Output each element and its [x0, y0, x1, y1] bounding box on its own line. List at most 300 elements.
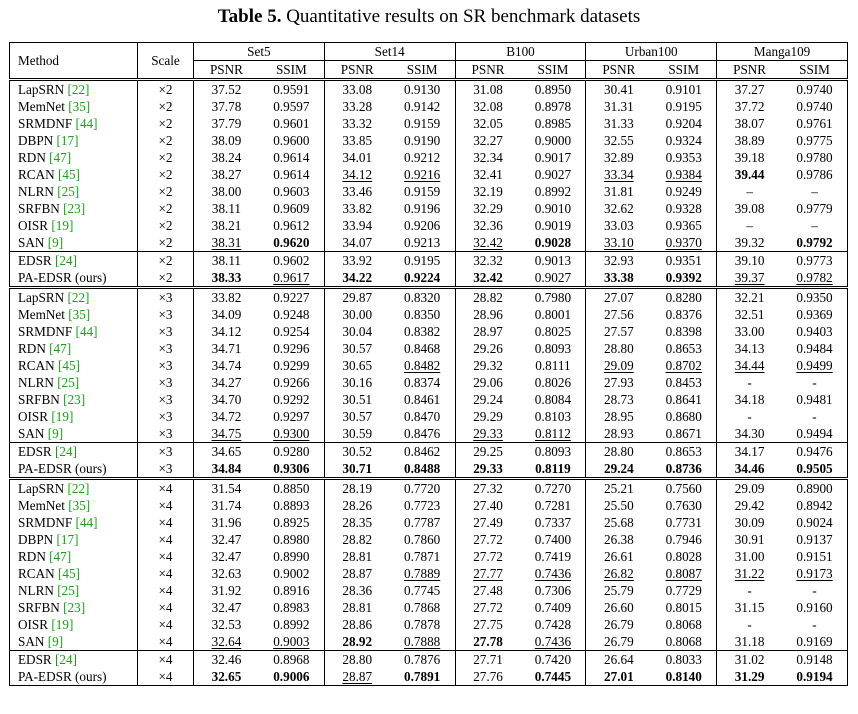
citation-link[interactable]: [45]	[57, 566, 80, 581]
metric-value: 0.7729	[665, 583, 702, 598]
scale-cell: ×3	[138, 306, 194, 323]
metric-value: 34.09	[211, 307, 242, 322]
psnr-cell	[717, 443, 782, 461]
metric-value: 0.8374	[404, 375, 441, 390]
table-row	[10, 234, 848, 252]
citation-link[interactable]: [24]	[55, 652, 78, 667]
metric-value: 31.33	[604, 116, 634, 131]
psnr-cell	[455, 582, 520, 599]
metric-value: 27.72	[473, 600, 503, 615]
citation-link[interactable]: [47]	[49, 341, 72, 356]
metric-value: 0.7436	[534, 634, 572, 649]
citation-number: 25	[61, 184, 75, 199]
ssim-cell	[259, 443, 324, 461]
scale-cell: ×4	[138, 514, 194, 531]
psnr-cell	[194, 460, 259, 479]
metric-value: -	[747, 409, 752, 424]
metric-value: 32.47	[211, 600, 242, 615]
method-cell	[10, 582, 138, 599]
psnr-cell	[586, 357, 651, 374]
metric-value: 0.9494	[796, 426, 833, 441]
metric-value: 0.8093	[534, 341, 572, 356]
psnr-cell	[717, 217, 782, 234]
psnr-cell	[324, 514, 389, 531]
ssim-cell	[259, 374, 324, 391]
citation-number: 25	[61, 375, 75, 390]
metric-value: 0.7270	[534, 481, 572, 496]
metric-value: 0.9773	[796, 253, 833, 268]
ssim-cell	[520, 616, 585, 633]
citation-number: 22	[71, 481, 86, 496]
metric-value: 0.7868	[404, 600, 441, 615]
psnr-cell	[194, 651, 259, 669]
metric-value: 0.7723	[404, 498, 441, 513]
metric-value: 0.9003	[273, 634, 310, 649]
citation-link[interactable]: [25]	[57, 184, 80, 199]
scale-cell: ×3	[138, 288, 194, 307]
psnr-cell	[717, 149, 782, 166]
metric-value: 29.26	[473, 341, 503, 356]
metric-value: 0.9505	[796, 461, 833, 476]
citation-link[interactable]: [35]	[68, 307, 91, 322]
method-name: DBPN	[18, 133, 54, 148]
metric-value: 30.57	[342, 341, 373, 356]
psnr-cell	[194, 514, 259, 531]
ssim-cell	[259, 98, 324, 115]
citation-link[interactable]: [44]	[75, 515, 98, 530]
method-name: DBPN	[18, 532, 54, 547]
method-cell	[10, 132, 138, 149]
citation-link[interactable]: [23]	[63, 600, 86, 615]
metric-value: 0.8140	[665, 669, 702, 684]
metric-value: 33.28	[342, 99, 373, 114]
ssim-cell	[520, 166, 585, 183]
metric-value: 28.35	[342, 515, 373, 530]
metric-value: 32.65	[211, 669, 242, 684]
table-header	[10, 43, 848, 80]
ssim-cell	[520, 514, 585, 531]
citation-number: 35	[72, 307, 86, 322]
psnr-cell	[586, 288, 651, 307]
psnr-cell	[586, 132, 651, 149]
metric-value: 0.9019	[534, 218, 572, 233]
ssim-cell	[651, 616, 716, 633]
citation-number: 9	[52, 426, 59, 441]
metric-value: 0.8488	[404, 461, 441, 476]
citation-link[interactable]: [23]	[63, 392, 86, 407]
method-cell	[10, 288, 138, 307]
metric-value: 31.22	[734, 566, 765, 581]
scale-cell: ×4	[138, 599, 194, 616]
citation-link[interactable]: [23]	[63, 201, 86, 216]
metric-value: 0.9609	[273, 201, 310, 216]
metric-value: 33.08	[342, 82, 373, 97]
metric-value: 33.10	[604, 235, 634, 250]
psnr-cell	[194, 200, 259, 217]
ssim-cell	[259, 651, 324, 669]
metric-value: 32.42	[473, 235, 503, 250]
ssim-cell	[259, 200, 324, 217]
metric-value: 0.9169	[796, 634, 833, 649]
metric-value: 29.42	[734, 498, 765, 513]
ssim-cell	[259, 548, 324, 565]
ssim-cell	[651, 548, 716, 565]
metric-value: 28.82	[342, 532, 373, 547]
metric-value: 0.9614	[273, 150, 310, 165]
citation-link[interactable]: [47]	[49, 549, 72, 564]
metric-value: 25.68	[604, 515, 634, 530]
psnr-cell	[324, 460, 389, 479]
ssim-cell	[782, 443, 847, 461]
psnr-cell	[586, 306, 651, 323]
ssim-cell	[259, 132, 324, 149]
metric-value: 0.9601	[273, 116, 310, 131]
citation-link[interactable]: [47]	[49, 150, 72, 165]
ssim-cell	[259, 323, 324, 340]
citation-link[interactable]: [19]	[51, 218, 74, 233]
metric-value: 32.51	[734, 307, 765, 322]
psnr-cell	[586, 425, 651, 443]
psnr-cell	[586, 391, 651, 408]
caption-label: Table 5.	[217, 6, 282, 27]
dataset-header: Urban100	[586, 43, 717, 61]
metric-value: 0.9324	[665, 133, 702, 148]
metric-value: 32.27	[473, 133, 503, 148]
citation-number: 19	[55, 617, 69, 632]
metric-value: 28.96	[473, 307, 503, 322]
citation-link[interactable]: [9]	[47, 426, 64, 441]
scale-cell: ×2	[138, 166, 194, 183]
psnr-cell	[455, 166, 520, 183]
scale-cell: ×4	[138, 668, 194, 686]
psnr-cell	[455, 98, 520, 115]
method-cell	[10, 340, 138, 357]
metric-value: 33.34	[604, 167, 634, 182]
scale-cell: ×2	[138, 132, 194, 149]
metric-value: 0.9194	[796, 669, 833, 684]
citation-link[interactable]: [25]	[57, 375, 80, 390]
metric-value: 0.8001	[534, 307, 572, 322]
metric-value: 0.7889	[404, 566, 441, 581]
psnr-cell	[324, 234, 389, 252]
metric-value: 0.9306	[273, 461, 310, 476]
psnr-cell	[455, 306, 520, 323]
metric-value: 0.7876	[404, 652, 441, 667]
psnr-cell	[586, 269, 651, 288]
metric-value: 34.74	[211, 358, 242, 373]
metric-value: 28.26	[342, 498, 373, 513]
method-cell	[10, 115, 138, 132]
psnr-cell	[194, 633, 259, 651]
metric-value: 0.9216	[404, 167, 441, 182]
metric-value: 28.81	[342, 600, 373, 615]
metric-value: 30.91	[734, 532, 765, 547]
metric-value: 31.29	[734, 669, 765, 684]
psnr-cell	[455, 234, 520, 252]
metric-value: 33.85	[342, 133, 373, 148]
metric-value: 0.9101	[665, 82, 702, 97]
method-name: SRMDNF	[18, 324, 73, 339]
citation-link[interactable]: [9]	[47, 634, 64, 649]
metric-value: 0.9195	[665, 99, 702, 114]
psnr-cell	[586, 548, 651, 565]
citation-number: 35	[72, 99, 86, 114]
psnr-cell	[586, 217, 651, 234]
metric-header: PSNR	[194, 61, 259, 80]
citation-link[interactable]: [17]	[56, 532, 79, 547]
metric-value: 0.9017	[534, 150, 572, 165]
ssim-cell	[782, 132, 847, 149]
psnr-cell	[455, 149, 520, 166]
metric-value: 29.33	[473, 426, 503, 441]
metric-value: 0.8992	[534, 184, 572, 199]
scale-cell: ×2	[138, 183, 194, 200]
citation-number: 47	[53, 549, 67, 564]
citation-link[interactable]: [22]	[67, 290, 90, 305]
psnr-cell	[455, 374, 520, 391]
metric-header: PSNR	[455, 61, 520, 80]
metric-value: 0.7436	[534, 566, 572, 581]
psnr-cell	[324, 391, 389, 408]
method-name: LapSRN	[18, 82, 65, 97]
ssim-cell	[520, 323, 585, 340]
psnr-cell	[455, 183, 520, 200]
psnr-cell	[324, 408, 389, 425]
metric-value: 38.31	[211, 235, 242, 250]
ssim-cell	[651, 565, 716, 582]
ssim-cell	[390, 443, 455, 461]
method-name: SAN	[18, 634, 45, 649]
citation-link[interactable]: [44]	[75, 116, 98, 131]
table-row	[10, 443, 848, 461]
metric-value: 31.18	[734, 634, 765, 649]
dataset-header: Set14	[324, 43, 455, 61]
ssim-cell	[520, 651, 585, 669]
metric-value: 38.07	[734, 116, 765, 131]
ssim-cell	[782, 391, 847, 408]
metric-value: 0.9300	[273, 426, 310, 441]
metric-value: 0.8453	[665, 375, 702, 390]
citation-link[interactable]: [45]	[57, 358, 80, 373]
citation-link[interactable]: [24]	[55, 253, 78, 268]
ssim-cell	[651, 633, 716, 651]
scale-cell: ×3	[138, 357, 194, 374]
metric-value: 32.41	[473, 167, 503, 182]
citation-link[interactable]: [44]	[75, 324, 98, 339]
table-row	[10, 200, 848, 217]
metric-value: 0.7409	[534, 600, 572, 615]
method-cell	[10, 599, 138, 616]
citation-link[interactable]: [35]	[68, 99, 91, 114]
citation-link[interactable]: [25]	[57, 583, 80, 598]
psnr-cell	[194, 323, 259, 340]
ssim-cell	[651, 252, 716, 270]
ssim-cell	[520, 357, 585, 374]
ssim-cell	[782, 514, 847, 531]
psnr-cell	[586, 166, 651, 183]
citation-link[interactable]: [19]	[51, 409, 74, 424]
ssim-cell	[520, 599, 585, 616]
scale-cell: ×3	[138, 425, 194, 443]
metric-value: -	[812, 617, 817, 632]
metric-value: 37.79	[211, 116, 242, 131]
psnr-cell	[586, 497, 651, 514]
metric-value: 27.32	[473, 481, 503, 496]
metric-value: 34.75	[211, 426, 242, 441]
metric-value: -	[812, 409, 817, 424]
psnr-cell	[717, 98, 782, 115]
method-cell	[10, 149, 138, 166]
metric-value: –	[811, 218, 818, 233]
psnr-cell	[455, 548, 520, 565]
method-name: LapSRN	[18, 290, 65, 305]
psnr-cell	[324, 80, 389, 99]
metric-value: 38.21	[211, 218, 242, 233]
table-row	[10, 425, 848, 443]
metric-value: 32.34	[473, 150, 503, 165]
psnr-cell	[586, 616, 651, 633]
psnr-cell	[717, 357, 782, 374]
metric-value: 0.8033	[665, 652, 702, 667]
metric-value: 38.00	[211, 184, 242, 199]
metric-value: 0.9403	[796, 324, 833, 339]
psnr-cell	[586, 408, 651, 425]
metric-value: 30.00	[342, 307, 373, 322]
ssim-cell	[782, 633, 847, 651]
ssim-cell	[259, 408, 324, 425]
metric-value: 0.8382	[404, 324, 441, 339]
psnr-cell	[455, 323, 520, 340]
table-row	[10, 374, 848, 391]
metric-value: 0.8068	[665, 617, 702, 632]
metric-value: 0.8893	[273, 498, 310, 513]
citation-link[interactable]: [35]	[68, 498, 91, 513]
ssim-cell	[651, 269, 716, 288]
ssim-cell	[259, 460, 324, 479]
method-name: MemNet	[18, 307, 65, 322]
metric-value: 31.92	[211, 583, 242, 598]
psnr-cell	[455, 408, 520, 425]
metric-value: 0.8653	[665, 341, 702, 356]
psnr-cell	[194, 132, 259, 149]
metric-value: 33.00	[734, 324, 765, 339]
psnr-cell	[194, 408, 259, 425]
psnr-cell	[717, 531, 782, 548]
method-cell	[10, 183, 138, 200]
psnr-cell	[324, 306, 389, 323]
metric-value: 0.7731	[665, 515, 702, 530]
metric-value: 27.71	[473, 652, 503, 667]
scale-cell: ×4	[138, 548, 194, 565]
metric-value: 0.9027	[534, 167, 572, 182]
metric-value: 27.72	[473, 532, 503, 547]
ssim-cell	[520, 408, 585, 425]
method-cell	[10, 98, 138, 115]
citation-number: 44	[79, 116, 94, 131]
ssim-cell	[390, 425, 455, 443]
metric-value: 34.01	[342, 150, 373, 165]
ssim-cell	[520, 391, 585, 408]
scale-cell: ×3	[138, 340, 194, 357]
ssim-cell	[520, 149, 585, 166]
metric-value: 28.36	[342, 583, 373, 598]
citation-link[interactable]: [9]	[47, 235, 64, 250]
psnr-cell	[455, 668, 520, 686]
metric-value: 31.81	[604, 184, 634, 199]
metric-value: 0.9353	[665, 150, 702, 165]
citation-link[interactable]: [17]	[56, 133, 79, 148]
ssim-cell	[782, 323, 847, 340]
ssim-cell	[782, 582, 847, 599]
psnr-cell	[194, 269, 259, 288]
psnr-cell	[586, 340, 651, 357]
psnr-cell	[455, 616, 520, 633]
metric-value: 26.82	[604, 566, 634, 581]
citation-link[interactable]: [19]	[51, 617, 74, 632]
metric-value: 0.9190	[404, 133, 441, 148]
citation-number: 23	[67, 600, 81, 615]
psnr-cell	[455, 269, 520, 288]
psnr-cell	[717, 234, 782, 252]
ssim-cell	[259, 115, 324, 132]
results-table	[9, 42, 848, 686]
method-name: NLRN	[18, 583, 54, 598]
ssim-cell	[782, 565, 847, 582]
ssim-cell	[390, 460, 455, 479]
ssim-cell	[520, 633, 585, 651]
psnr-cell	[455, 132, 520, 149]
metric-value: 0.9027	[534, 270, 572, 285]
ssim-cell	[259, 288, 324, 307]
psnr-cell	[586, 565, 651, 582]
citation-link[interactable]: [24]	[55, 444, 78, 459]
metric-value: 0.9591	[273, 82, 310, 97]
psnr-cell	[324, 217, 389, 234]
ssim-cell	[390, 217, 455, 234]
ssim-cell	[651, 234, 716, 252]
ssim-cell	[259, 531, 324, 548]
metric-value: 0.7787	[404, 515, 441, 530]
scale-cell: ×2	[138, 80, 194, 99]
metric-value: 30.71	[342, 461, 373, 476]
ssim-cell	[651, 115, 716, 132]
scale-cell: ×3	[138, 391, 194, 408]
method-name: MemNet	[18, 498, 65, 513]
psnr-cell	[194, 531, 259, 548]
ssim-cell	[390, 548, 455, 565]
table-row	[10, 340, 848, 357]
method-name: LapSRN	[18, 481, 65, 496]
metric-value: 0.9254	[273, 324, 310, 339]
psnr-cell	[194, 357, 259, 374]
ssim-cell	[782, 98, 847, 115]
psnr-cell	[194, 599, 259, 616]
table-row	[10, 599, 848, 616]
metric-value: 0.7428	[534, 617, 572, 632]
citation-link[interactable]: [22]	[67, 82, 90, 97]
psnr-cell	[455, 514, 520, 531]
citation-link[interactable]: [45]	[57, 167, 80, 182]
method-name: RDN	[18, 341, 46, 356]
citation-link[interactable]: [22]	[67, 481, 90, 496]
metric-value: 0.7980	[534, 290, 572, 305]
metric-value: 0.9351	[665, 253, 702, 268]
ssim-cell	[651, 391, 716, 408]
metric-value: 0.9173	[796, 566, 833, 581]
psnr-cell	[586, 115, 651, 132]
ssim-cell	[390, 582, 455, 599]
ssim-cell	[782, 599, 847, 616]
